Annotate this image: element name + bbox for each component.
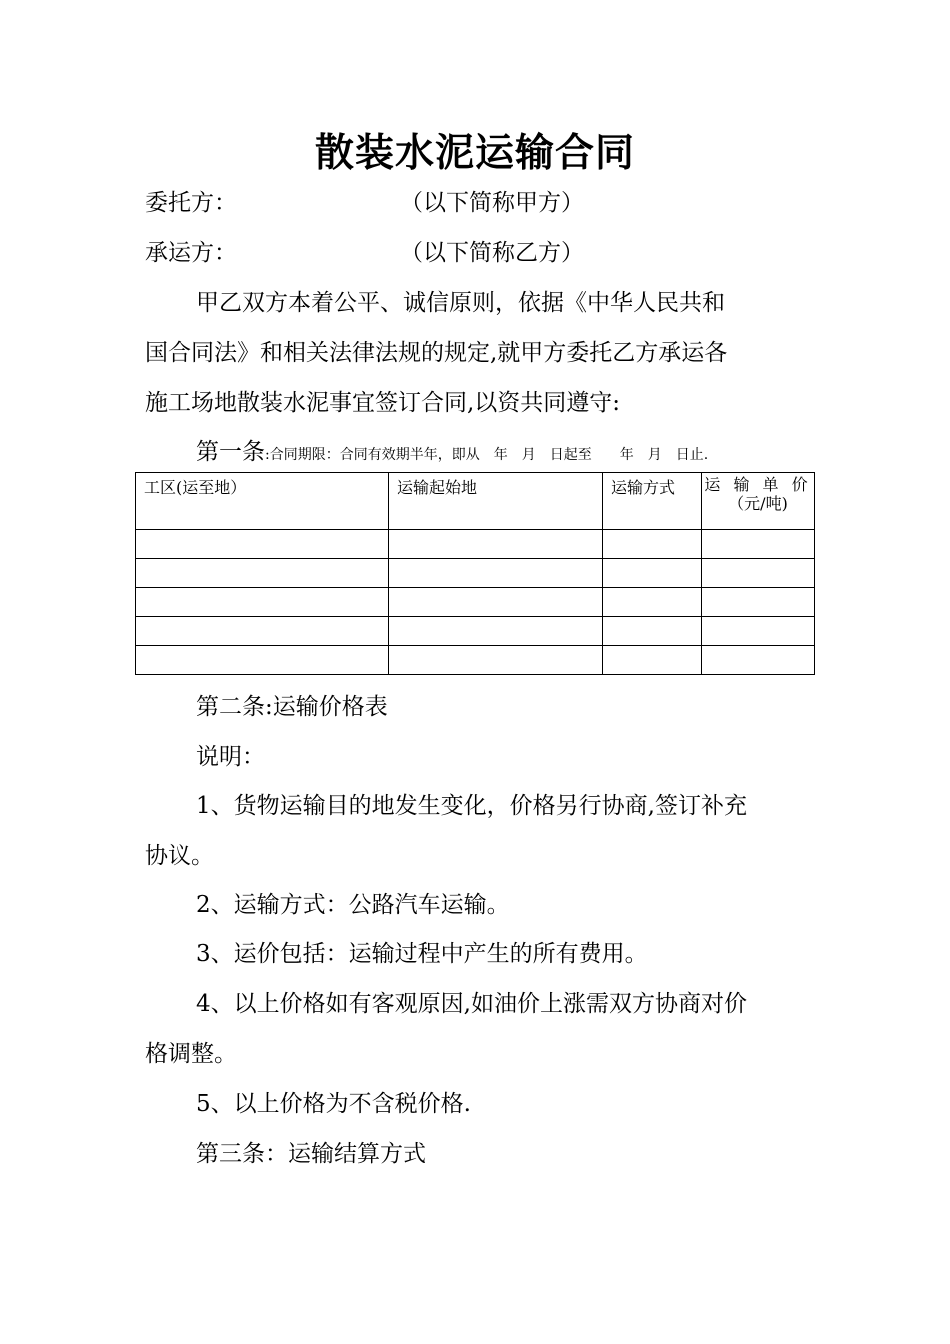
table-cell <box>136 559 389 588</box>
note-1-line-2: 协议。 <box>145 843 214 869</box>
table-header-row <box>136 473 815 530</box>
table-cell <box>389 617 603 646</box>
table-cell <box>603 588 702 617</box>
article-1-label: 第一条 <box>196 439 265 465</box>
article-2: 第二条:运输价格表 <box>196 694 388 720</box>
article-1-text: :合同期限：合同有效期半年，即从 年 月 日起至 年 月 日止. <box>265 447 709 463</box>
carrier-label: 承运方： <box>145 240 237 266</box>
table-cell <box>389 588 603 617</box>
contract-title: 散装水泥运输合同 <box>314 130 635 176</box>
header-transport-mode: 运输方式 <box>603 473 702 530</box>
note-3: 3、运价包括：运输过程中产生的所有费用。 <box>196 941 648 967</box>
table-row <box>136 588 815 617</box>
table-cell <box>603 530 702 559</box>
rate-table <box>135 472 815 675</box>
preamble-line-3: 施工场地散装水泥事宜签订合同,以资共同遵守: <box>145 390 621 416</box>
header-origin: 运输起始地 <box>389 473 603 530</box>
table-cell <box>702 617 815 646</box>
table-cell <box>702 646 815 675</box>
table-cell <box>702 559 815 588</box>
client-note: （以下简称甲方） <box>400 190 584 216</box>
preamble-line-2: 国合同法》和相关法律法规的规定,就甲方委托乙方承运各 <box>145 340 728 366</box>
table-row <box>136 530 815 559</box>
table-cell <box>389 530 603 559</box>
table-row <box>136 617 815 646</box>
table-cell <box>389 646 603 675</box>
table-cell <box>702 588 815 617</box>
header-work-area: 工区(运至地） <box>136 473 389 530</box>
table-row <box>136 646 815 675</box>
note-5: 5、以上价格为不含税价格. <box>196 1091 471 1117</box>
table-row <box>136 559 815 588</box>
table-cell <box>136 617 389 646</box>
table-cell <box>136 530 389 559</box>
preamble-line-1: 甲乙双方本着公平、诚信原则，依据《中华人民共和 <box>196 290 725 316</box>
table-cell <box>603 646 702 675</box>
note-1-line-1: 1、货物运输目的地发生变化，价格另行协商,签订补充 <box>196 793 747 819</box>
table-cell <box>603 559 702 588</box>
table-cell <box>136 588 389 617</box>
table-cell <box>603 617 702 646</box>
header-unit-price-unit: （元/吨) <box>728 494 788 513</box>
header-unit-price <box>702 473 815 530</box>
note-4-line-2: 格调整。 <box>145 1041 237 1067</box>
article-1 <box>196 433 708 466</box>
table-cell <box>389 559 603 588</box>
notes-label: 说明： <box>196 744 265 770</box>
note-2: 2、运输方式：公路汽车运输。 <box>196 892 510 918</box>
carrier-note: （以下简称乙方） <box>400 240 584 266</box>
table-cell <box>136 646 389 675</box>
client-label: 委托方： <box>145 190 237 216</box>
article-3: 第三条：运输结算方式 <box>196 1141 426 1167</box>
table-cell <box>702 530 815 559</box>
note-4-line-1: 4、以上价格如有客观原因,如油价上涨需双方协商对价 <box>196 991 747 1017</box>
header-unit-price-label: 运 输 单 价 <box>704 475 812 494</box>
